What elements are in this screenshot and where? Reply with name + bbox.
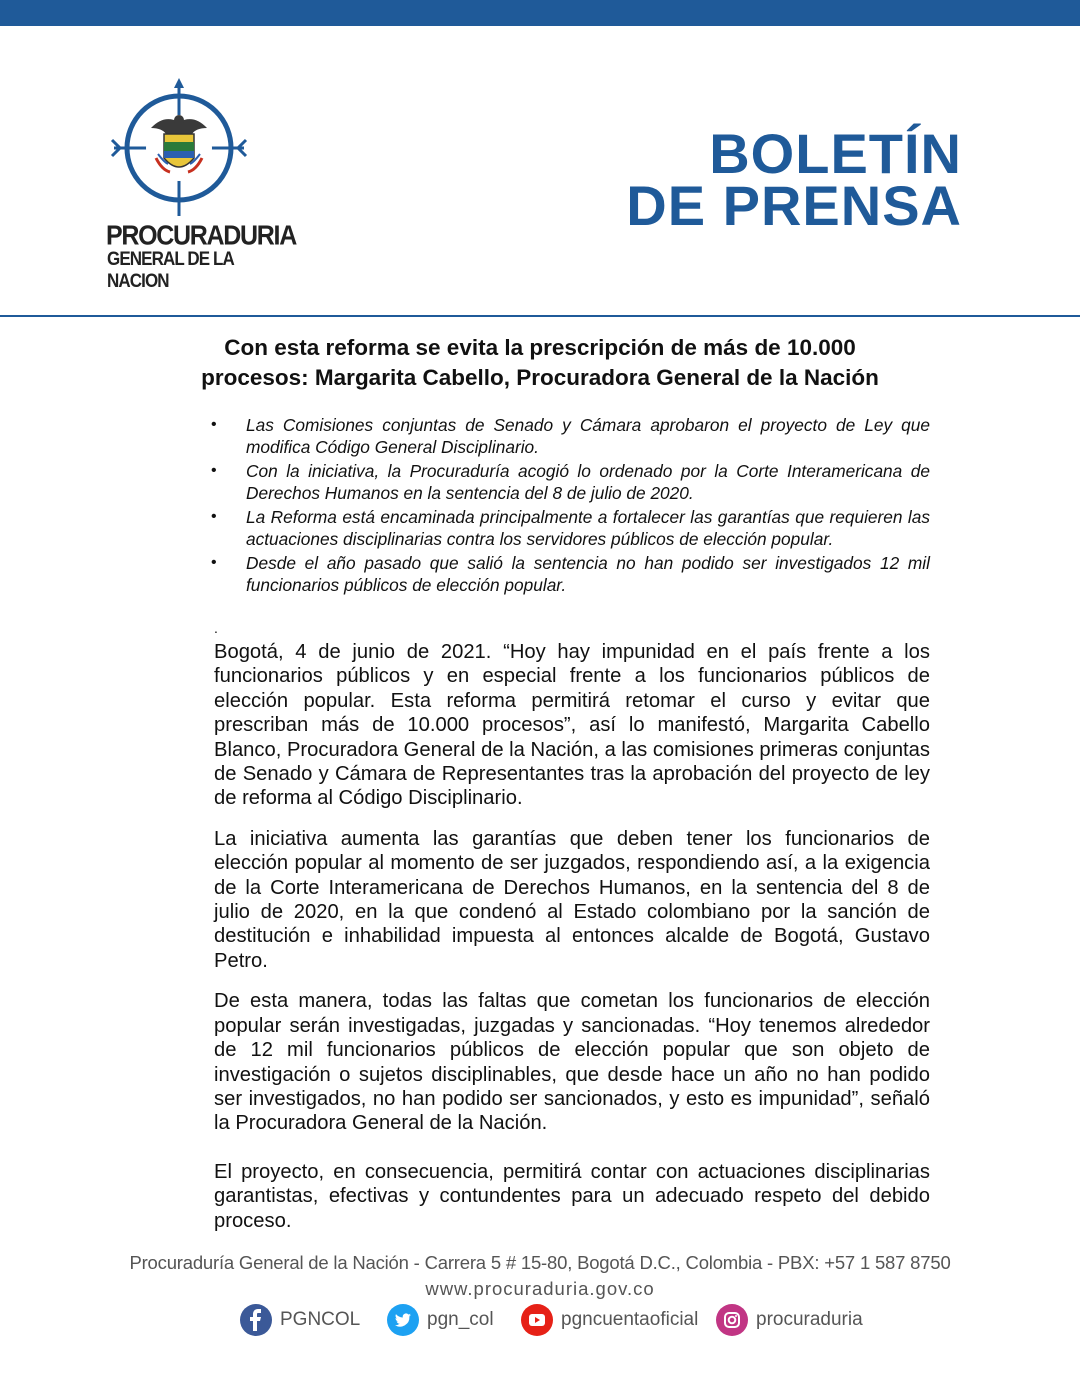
paragraph: Bogotá, 4 de junio de 2021. “Hoy hay impunidad en el país frente a los funcionarios públicos y en especial frente a los funcionarios públicos de elección popular. Esta reforma permitirá retomar el curso y evitar que prescriban más de 10.000 procesos”, así lo manifestó, Margarita Cabello Blanco, Procuradora General de la Nación, a las comisiones primeras conjuntas de Senado y Cámara de Representantes tras la aprobación del proyecto de ley de reforma al Código Disciplinario. (214, 641, 930, 810)
paragraph: La iniciativa aumenta las garantías que deben tener los funcionarios de elección popular al momento de ser juzgados, respondiendo así, a la exigencia de la Corte Interamericana de Derechos Humanos, en la sentencia del 8 de julio de 2020, en la que condenó al Estado colombiano por la sanción de destitución e inhabilidad impuesta al entonces alcalde de Bogotá, Gustavo Petro. (214, 827, 930, 972)
social-youtube[interactable] (521, 1303, 698, 1337)
bullet-item: • La Reforma está encaminada principalmente a fortalecer las garantías que requieren las actuaciones disciplinarias contra los servidores públicos de elección popular. (205, 506, 930, 550)
header-divider (0, 315, 1080, 317)
boletin-heading (626, 122, 962, 237)
twitter-icon (387, 1304, 419, 1336)
headline-line2: procesos: Margarita Cabello, Procuradora General de la Nación (201, 365, 879, 390)
separator-dot: . (214, 620, 218, 636)
facebook-icon (240, 1304, 272, 1336)
procuraduria-logo (100, 76, 296, 292)
youtube-icon (521, 1304, 553, 1336)
article-body (214, 640, 930, 1233)
bullet-item: • Con la iniciativa, la Procuraduría acogió lo ordenado por la Corte Interamericana de Derechos Humanos en la sentencia del 8 de julio de 2020. (205, 460, 930, 504)
social-instagram[interactable] (716, 1303, 863, 1337)
social-label: PGNCOL (280, 1309, 361, 1330)
boletin-line1: BOLETÍN (709, 122, 962, 185)
social-twitter[interactable] (387, 1303, 494, 1337)
logo-title: PROCURADURIA (106, 220, 296, 252)
headline (120, 333, 960, 393)
instagram-icon (716, 1304, 748, 1336)
headline-line1: Con esta reforma se evita la prescripción de más de 10.000 (224, 335, 856, 360)
bullet-item: • Desde el año pasado que salió la sentencia no han podido ser investigados 12 mil funcionarios públicos de elección popular. (205, 552, 930, 596)
paragraph: El proyecto, en consecuencia, permitirá contar con actuaciones disciplinarias garantistas, efectivas y contundentes para un adecuado respeto del debido proceso. (214, 1160, 930, 1232)
boletin-line2: DE PRENSA (626, 174, 962, 237)
top-bar (0, 0, 1080, 26)
social-facebook[interactable] (240, 1303, 360, 1337)
bullet-item: • Las Comisiones conjuntas de Senado y Cámara aprobaron el proyecto de Ley que modifica Código General Disciplinario. (205, 414, 930, 458)
footer-address: Procuraduría General de la Nación - Carrera 5 # 15-80, Bogotá D.C., Colombia - PBX: +57 1 587 8750 (129, 1252, 951, 1273)
social-label: pgn_col (427, 1309, 494, 1330)
paragraph: De esta manera, todas las faltas que cometan los funcionarios de elección popular serán investigadas, juzgadas y sancionadas. “Hoy tenemos alrededor de 12 mil funcionarios públicos de elección popular que son objeto de investigación o sujetos disciplinables, que desde hace un año no han podido ser investigados, no han podido ser sancionados, y esto es impunidad”, señaló la Procuradora General de la Nación. (214, 990, 930, 1135)
social-label: pgncuentaoficial (561, 1309, 699, 1330)
social-label: procuraduria (756, 1309, 863, 1330)
coat-of-arms-icon (104, 76, 254, 221)
logo-subtitle: GENERAL DE LA NACION (107, 248, 234, 292)
footer-website-link[interactable]: www.procuraduria.gov.co (425, 1278, 655, 1299)
summary-bullets (205, 414, 930, 598)
